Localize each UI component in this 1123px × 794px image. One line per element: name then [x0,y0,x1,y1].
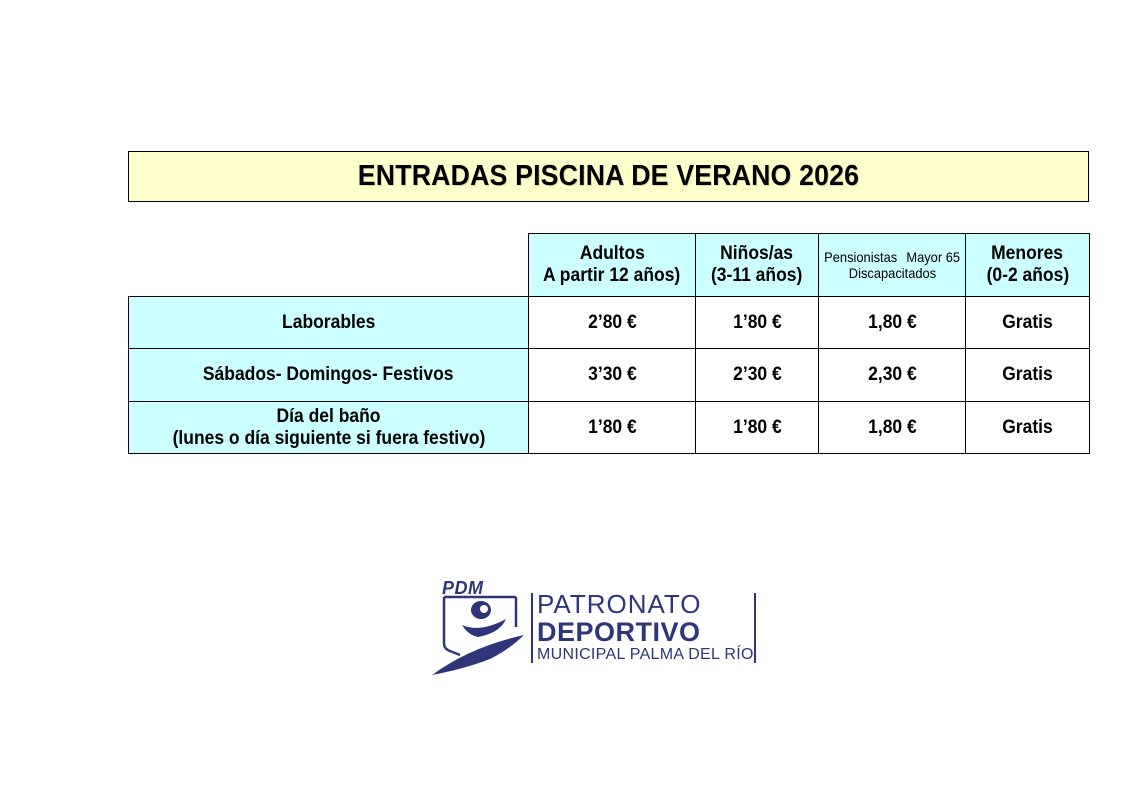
column-header-line: A partir 12 años) [543,265,681,286]
price-cell [966,402,1090,454]
table-header-row [129,234,1090,297]
price-cell [966,297,1090,349]
column-header-pensionistas [819,234,966,297]
column-header-line: (3-11 años) [711,265,803,286]
column-header-menores [966,234,1090,297]
price-value: 1,80 € [867,416,917,438]
row-label-text: Día del baño [276,405,381,427]
price-value: 2’80 € [587,311,637,333]
price-cell [529,349,696,402]
price-cell [966,349,1090,402]
column-header-line: Menores [991,243,1064,265]
column-header-line: Discapacitados [848,265,936,281]
price-cell [819,297,966,349]
price-value: 2’30 € [732,364,782,386]
price-value: Gratis [1002,311,1053,333]
price-value: 1’80 € [732,416,782,438]
price-cell [696,297,819,349]
price-value: Gratis [1002,416,1053,438]
price-value: 2,30 € [867,364,917,386]
header-corner [129,234,529,297]
table-row [129,297,1090,349]
column-header-line: Pensionistas [824,248,898,265]
price-cell [819,402,966,454]
price-value: Gratis [1002,364,1053,386]
price-table [128,233,1090,454]
column-header-adultos [529,234,696,297]
price-value: 3’30 € [587,364,637,386]
logo-line-deportivo: DEPORTIVO [537,617,701,647]
logo-line-patronato: PATRONATO [537,589,702,619]
row-label-dia-del-bano [129,402,529,454]
row-label-laborables [129,297,529,349]
page-title: ENTRADAS PISCINA DE VERANO 2026 [357,160,860,192]
price-value: 1’80 € [732,311,782,333]
price-cell [696,349,819,402]
row-label-text: Sábados- Domingos- Festivos [203,364,454,386]
row-label-text: Laborables [281,311,376,333]
column-header-line: Niños/as [720,243,794,265]
row-label-fin-de-semana [129,349,529,402]
table-row [129,402,1090,454]
price-cell [696,402,819,454]
price-value: 1,80 € [867,311,917,333]
price-cell [529,297,696,349]
logo-text [537,589,757,669]
column-header-line: (0-2 años) [986,265,1069,286]
row-label-subtext: (lunes o día siguiente si fuera festivo) [172,427,485,449]
svg-text:PDM: PDM [442,578,484,598]
price-cell [819,349,966,402]
column-header-line: Mayor 65 [906,248,961,265]
price-value: 1’80 € [587,416,637,438]
logo-line-municipal: MUNICIPAL PALMA DEL RÍO [537,646,754,663]
column-header-ninos [696,234,819,297]
column-header-line: Adultos [579,243,645,265]
table-row [129,349,1090,402]
price-cell [529,402,696,454]
title-banner [128,151,1089,202]
